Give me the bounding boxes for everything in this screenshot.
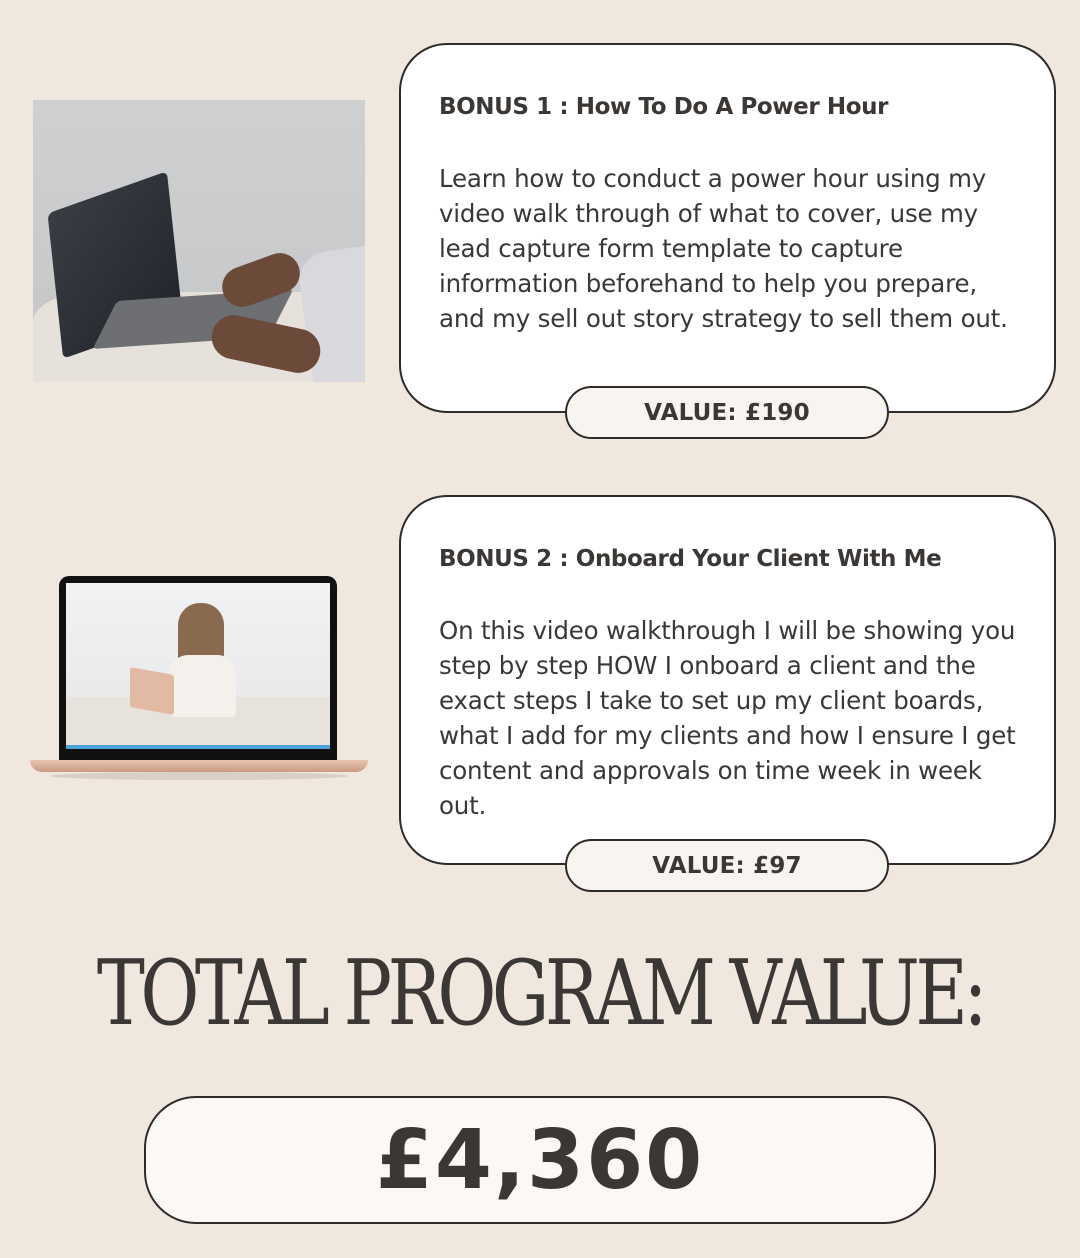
- bonus-1-title: BONUS 1 : How To Do A Power Hour: [439, 94, 889, 120]
- total-program-value-heading: TOTAL PROGRAM VALUE:: [96, 940, 984, 1046]
- bonus-1-photo: [33, 100, 365, 382]
- laptop-display: [66, 583, 330, 749]
- bonus-2-description: On this video walkthrough I will be showing you step by step HOW I onboard a client and the exact steps I take to set up my client boards, what I add for my clients and how I ensure I get content and approvals on time week in week out.: [439, 616, 1016, 820]
- total-amount-badge: £4,360: [144, 1096, 936, 1224]
- bonus-1-value-badge: VALUE: £190: [565, 386, 889, 439]
- mini-laptop-shape: [130, 667, 174, 715]
- laptop-base: [30, 760, 368, 772]
- bonus-1-card: [399, 43, 1056, 413]
- bonus-1-description: Learn how to conduct a power hour using my video walk through of what to cover, use my lead capture form template to capture information beforehand to help you prepare, and my sell out story strategy to sell them out.: [439, 164, 1008, 333]
- person-body-shape: [170, 655, 236, 717]
- bonus-2-value-badge: VALUE: £97: [565, 839, 889, 892]
- bonus-2-card: [399, 495, 1056, 865]
- laptop-lid: [59, 576, 337, 761]
- bonus-2-title: BONUS 2 : Onboard Your Client With Me: [439, 546, 942, 572]
- laptop-shadow: [50, 772, 348, 780]
- bonus-2-laptop-mockup: [30, 576, 368, 781]
